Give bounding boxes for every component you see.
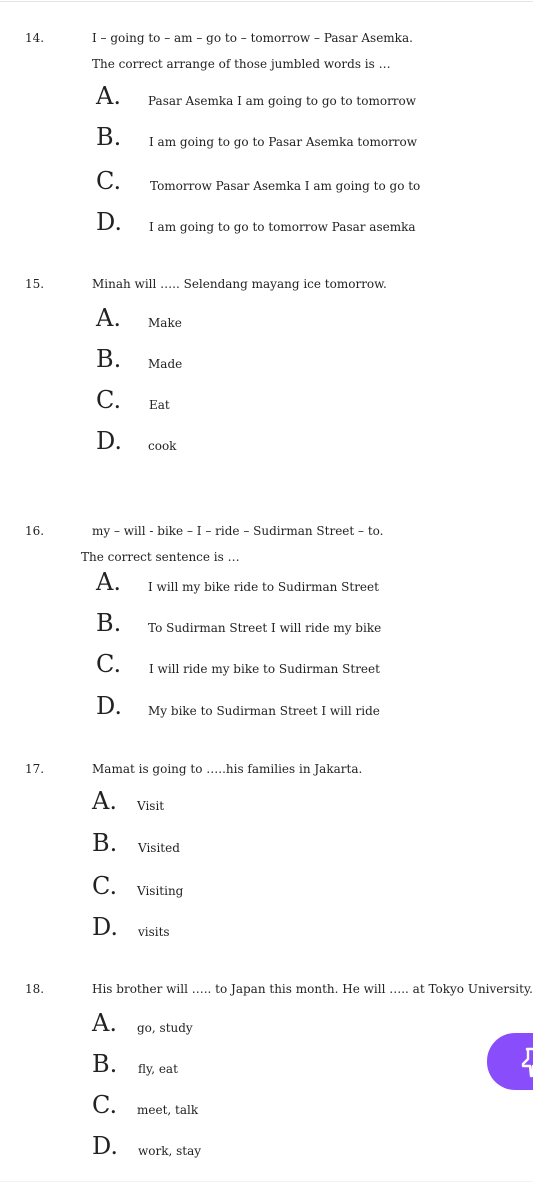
option-text: Eat bbox=[149, 398, 170, 412]
top-divider bbox=[0, 1, 533, 2]
option-letter: A. bbox=[96, 568, 121, 596]
question-17-number: 17. bbox=[25, 762, 45, 776]
option-text: Made bbox=[148, 357, 183, 371]
option-text: go, study bbox=[137, 1021, 193, 1035]
bottom-divider bbox=[0, 1181, 533, 1182]
option-letter: A. bbox=[96, 82, 121, 110]
option-letter: D. bbox=[92, 1132, 119, 1160]
option-letter: B. bbox=[92, 829, 118, 857]
option-letter: C. bbox=[92, 872, 118, 900]
option-letter: D. bbox=[92, 913, 119, 941]
option-letter: C. bbox=[92, 1091, 118, 1119]
option-text: visits bbox=[138, 925, 170, 939]
question-14-text: I – going to – am – go to – tomorrow – Pasar Asemka. bbox=[92, 31, 413, 45]
option-letter: A. bbox=[96, 304, 121, 332]
option-letter: A. bbox=[92, 1009, 117, 1037]
option-letter: A. bbox=[92, 787, 117, 815]
option-letter: B. bbox=[92, 1050, 118, 1078]
question-14-number: 14. bbox=[25, 31, 45, 45]
option-text: Tomorrow Pasar Asemka I am going to go to bbox=[150, 179, 421, 193]
question-15-number: 15. bbox=[25, 277, 45, 291]
question-18-text: His brother will ….. to Japan this month. He will ….. at Tokyo University. bbox=[92, 982, 533, 996]
option-letter: D. bbox=[96, 692, 123, 720]
option-text: Make bbox=[148, 316, 182, 330]
question-15-text: Minah will ….. Selendang mayang ice tomorrow. bbox=[92, 277, 387, 291]
option-letter: B. bbox=[96, 345, 122, 373]
question-16-number: 16. bbox=[25, 524, 45, 538]
option-text: I will ride my bike to Sudirman Street bbox=[149, 662, 380, 676]
option-text: I am going to go to tomorrow Pasar asemka bbox=[149, 220, 416, 234]
pin-icon bbox=[515, 1046, 533, 1078]
option-letter: C. bbox=[96, 650, 122, 678]
question-17-text: Mamat is going to …..his families in Jakarta. bbox=[92, 762, 363, 776]
option-text: work, stay bbox=[138, 1144, 202, 1158]
option-letter: D. bbox=[96, 427, 123, 455]
option-text: meet, talk bbox=[137, 1103, 199, 1117]
option-text: cook bbox=[148, 439, 177, 453]
option-text: Visiting bbox=[137, 884, 184, 898]
option-text: Visited bbox=[138, 841, 180, 855]
question-14-subtext: The correct arrange of those jumbled words is … bbox=[92, 57, 391, 71]
option-text: Visit bbox=[137, 799, 165, 813]
option-text: I am going to go to Pasar Asemka tomorrow bbox=[149, 135, 418, 149]
option-letter: D. bbox=[96, 208, 123, 236]
option-letter: B. bbox=[96, 123, 122, 151]
option-text: My bike to Sudirman Street I will ride bbox=[148, 704, 380, 718]
question-16-subtext: The correct sentence is … bbox=[81, 550, 240, 564]
option-text: To Sudirman Street I will ride my bike bbox=[148, 621, 382, 635]
option-text: I will my bike ride to Sudirman Street bbox=[148, 580, 379, 594]
option-letter: C. bbox=[96, 167, 122, 195]
option-letter: B. bbox=[96, 609, 122, 637]
floating-pin-button[interactable] bbox=[487, 1033, 533, 1090]
question-18-number: 18. bbox=[25, 982, 45, 996]
option-text: Pasar Asemka I am going to go to tomorrow bbox=[148, 94, 417, 108]
option-letter: C. bbox=[96, 386, 122, 414]
option-text: fly, eat bbox=[138, 1062, 178, 1076]
question-16-text: my – will - bike – I – ride – Sudirman Street – to. bbox=[92, 524, 384, 538]
